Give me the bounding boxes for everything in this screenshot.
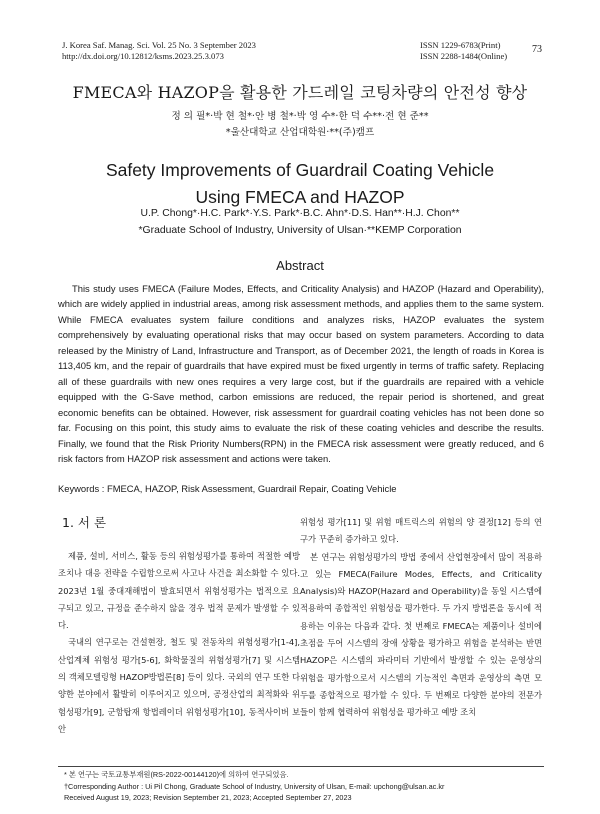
body-paragraph: 본 연구는 위험성평가의 방법 중에서 산업현장에서 많이 적용하고 있는 FMECA(Failure Modes, Effects, and Criticality Analysis)와 HAZOP(Hazard and Operability)을 동일 시스템에 적용하여 종합적인 위험성을 평가한다. 두 가지 방법론을 동시에 적용하는 이유는 다음과 같다. 첫 번째로 FMECA는 제품이나 설비에 초점을 두어 시스템의 장애 상황을 평가하고 위험을 분석하는 반면 HAZOP은 시스템의 파라미터 기반에서 발생할 수 있는 운영상의 위험을 평가함으로서 시스템의 기능적인 측면과 운영상의 측면 모두를 종합적으로 평가할 수 있다. 두 번째로 다양한 분야의 전문가들이 함께 협력하여 위험성을 평가하고 예방 조치: [300, 551, 542, 718]
funding-note: * 본 연구는 국토교통부재원(RS-2022-00144120)에 의하여 연구되었음.: [64, 770, 289, 779]
received-dates: Received August 19, 2023; Revision September 21, 2023; Accepted September 27, 2023: [64, 793, 352, 802]
doi-link[interactable]: http://dx.doi.org/10.12812/ksms.2023.25.3.073: [62, 51, 224, 61]
english-title-line2: Using FMECA and HAZOP: [195, 187, 405, 207]
body-paragraph: 국내의 연구로는 건설현장, 철도 및 전동차의 위험성평가[1-4], 산업계체 위험성 평가[5-6], 화학물질의 위험성평가[7] 및 시스템의 객체모델링형 HAZOP방법론[8] 등이 있다. 국외의 연구 또한 다양한 분야에서 활발히 이루어지고 있으며, 공정산업의 최적화와 위험성평가[9], 군함탑재 항법레이더 위험성평가[10], 동적사이버 보안: [58, 637, 300, 734]
footnote-divider: [58, 766, 544, 767]
keywords: Keywords : FMECA, HAZOP, Risk Assessment, Guardrail Repair, Coating Vehicle: [58, 483, 397, 494]
body-paragraph: 제품, 설비, 서비스, 활동 등의 위험성평가를 통하여 적절한 예방 조치나 대응 전략을 수립함으로써 사고나 사건을 최소화할 수 있다. 2023년 1월 중대재해법이 발효되면서 위험성평가는 법적으로 요구되고 있고, 규정을 준수하지 않을 경우 법적 문제가 발생할 수 있다.: [58, 551, 300, 631]
english-authors: U.P. Chong*·H.C. Park*·Y.S. Park*·B.C. Ahn*·D.S. Han**·H.J. Chon**: [140, 208, 460, 219]
journal-header: [62, 40, 256, 62]
abstract-text: This study uses FMECA (Failure Modes, Effects, and Criticality Analysis) and HAZOP (Hazard and Operability), which are widely applied in industrial areas, among risk assessment methods, and applies them to the same system. While FMECA evaluates system failure conditions and analyzes risks, HAZOP evaluates the system comprehensively by evaluating operational risks that may occur based on system parameters. According to data released by the Ministry of Land, Infrastructure and Transport, as of December 2021, the length of roads in Korea is 113,405 km, and the repair of guardrails that have expired must be fixed urgently in terms of traffic safety. Replacing all of these guardrails with new ones requires a very large cost, but if the guardrails are repaired with a vehicle equipped with the G-Save method, carbon emissions are reduced, the repair period is shortened, and great economic benefits can be obtained. However, risk assessment for guardrail coating vehicles has not been done so far. Focusing on this point, this study aims to evaluate the risk of these coating vehicles and describe the results. Finally, we found that the Risk Priority Numbers(RPN) in the FMECA risk assessment were greatly reduced, and 6 risk factors from HAZOP risk assessment and actions were taken.: [58, 283, 544, 464]
journal-citation: J. Korea Saf. Manag. Sci. Vol. 25 No. 3 September 2023: [62, 40, 256, 50]
issn-print: ISSN 1229-6783(Print): [420, 40, 501, 50]
section-heading-introduction: 1. 서 론: [62, 515, 107, 530]
corresponding-author-note: †Corresponding Author : Ui Pil Chong, Graduate School of Industry, University of Ulsan, E-mail: upchong@ulsan.ac.kr: [64, 781, 445, 791]
body-paragraph: 위험성 평가[11] 및 위험 매트릭스의 위험의 양 결정[12] 등의 연구가 꾸준히 증가하고 있다.: [300, 517, 542, 545]
korean-affiliation: *울산대학교 산업대학원·**(주)캠프: [225, 127, 375, 138]
body-column-right: [300, 514, 542, 722]
korean-title: FMECA와 HAZOP을 활용한 가드레일 코팅차량의 안전성 향상: [72, 83, 528, 102]
english-title-line1: Safety Improvements of Guardrail Coating Vehicle: [105, 160, 495, 180]
korean-authors: 정 의 필*·박 현 철*·안 병 철*·박 영 수*·한 덕 수**·전 현 준**: [171, 111, 429, 122]
issn-online: ISSN 2288-1484(Online): [420, 51, 508, 61]
english-affiliation: *Graduate School of Industry, University of Ulsan·**KEMP Corporation: [138, 225, 462, 236]
issn-block: [420, 40, 507, 62]
page-number: 73: [532, 44, 542, 55]
english-title: [0, 157, 600, 211]
body-column-left: [58, 548, 300, 738]
abstract-heading: Abstract: [276, 258, 324, 273]
footnotes: [64, 769, 444, 804]
